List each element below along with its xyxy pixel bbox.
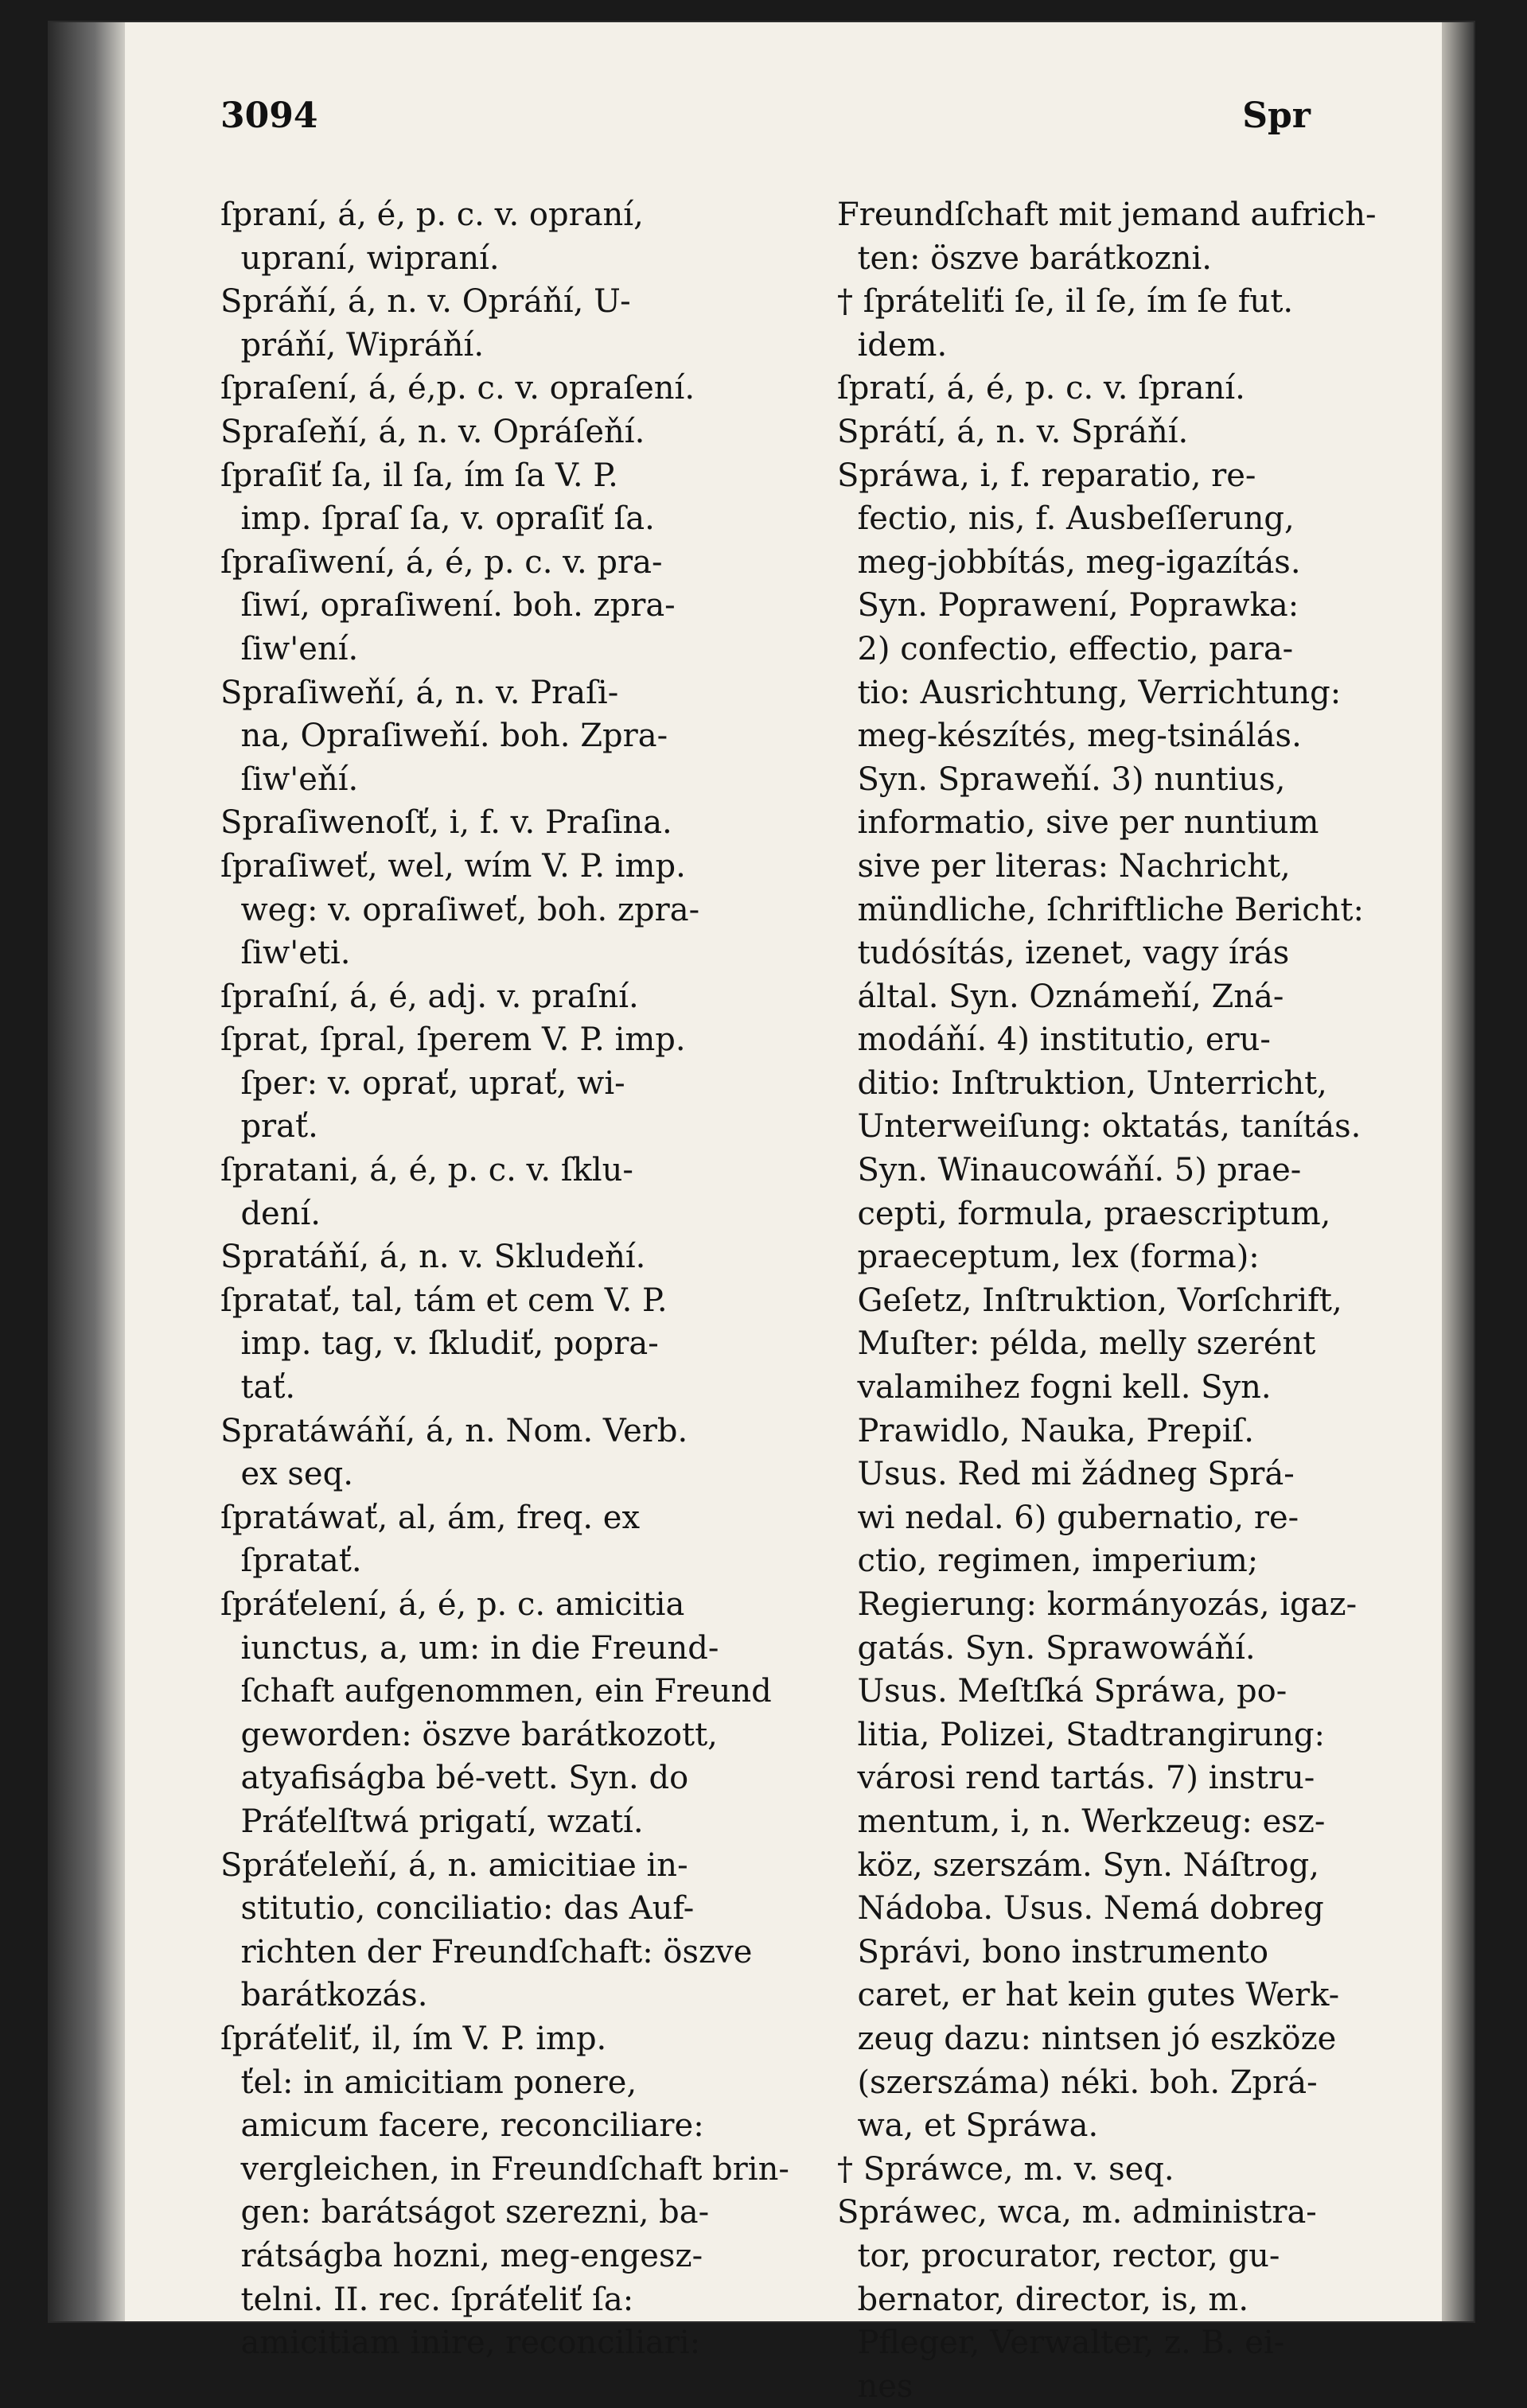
scanned-page <box>49 22 1474 2405</box>
dictionary-line: tať. <box>220 1369 296 1406</box>
dictionary-line: Spráwec, wca, m. administra- <box>837 2194 1317 2231</box>
dictionary-line: Unterweiſung: oktatás, tanítás. <box>837 1108 1361 1146</box>
dictionary-line: informatio, sive per nuntium <box>837 804 1319 842</box>
dictionary-line: ſiw'eti. <box>220 935 351 972</box>
dictionary-line: (szerszáma) néki. boh. Zprá- <box>837 2064 1318 2101</box>
dictionary-line: dení. <box>220 1195 321 1232</box>
dictionary-line: nes <box>837 2367 913 2405</box>
dictionary-line: Syn. Poprawení, Poprawka: <box>837 587 1299 624</box>
dictionary-line: atyafiságba bé-vett. Syn. do <box>220 1760 689 1797</box>
dictionary-line: ſpraſiwení, á, é, p. c. v. pra- <box>220 543 663 581</box>
dictionary-line: na, Opraſiweňí. boh. Zpra- <box>220 718 668 755</box>
dictionary-line: tor, procurator, rector, gu- <box>837 2237 1280 2274</box>
dictionary-line: Správi, bono instrumento <box>837 1933 1269 1970</box>
dictionary-line: wa, et Spráwa. <box>837 2107 1099 2145</box>
dictionary-line: Freundſchaft mit jemand aufrich- <box>837 196 1377 233</box>
dictionary-line: práňí, Wipráňí. <box>220 326 485 364</box>
dictionary-line: Geſetz, Inſtruktion, Vorſchrift, <box>837 1282 1342 1319</box>
dictionary-line: iunctus, a, um: in die Freund- <box>220 1629 719 1667</box>
dictionary-line: imp. ſpraſ ſa, v. opraſiť ſa. <box>220 500 655 538</box>
dictionary-line: ſpratáwať, al, ám, freq. ex <box>220 1499 641 1536</box>
dictionary-line: ten: öszve barátkozni. <box>837 239 1212 277</box>
dictionary-line: Spratáňí, á, n. v. Skludeňí. <box>220 1239 646 1276</box>
dictionary-line: sive per literas: Nachricht, <box>837 847 1291 885</box>
dictionary-line: Muſter: példa, melly szerént <box>837 1325 1316 1363</box>
dictionary-line: ſpraní, á, é, p. c. v. opraní, <box>220 196 644 233</box>
dictionary-line: Spráwa, i, f. reparatio, re- <box>837 457 1256 494</box>
dictionary-line: caret, er hat kein gutes Werk- <box>837 1977 1340 2014</box>
dictionary-line: zeug dazu: nintsen jó eszköze <box>837 2020 1337 2057</box>
dictionary-line: Práťelſtwá prigatí, wzatí. <box>220 1803 644 1840</box>
page-edge-right <box>1442 22 1474 2321</box>
dictionary-line: ditio: Inſtruktion, Unterricht, <box>837 1064 1327 1102</box>
dictionary-line: ſpraſní, á, é, adj. v. praſní. <box>220 978 639 1015</box>
dictionary-line: ſiw'ení. <box>220 630 359 667</box>
dictionary-line: Spratáwáňí, á, n. Nom. Verb. <box>220 1412 688 1449</box>
dictionary-line: meg-készítés, meg-tsinálás. <box>837 718 1302 755</box>
dictionary-line: Spraſiwenoſť, i, f. v. Praſina. <box>220 804 672 842</box>
dictionary-line: stitutio, conciliatio: das Auf- <box>220 1890 695 1928</box>
dictionary-line: richten der Freundſchaft: öszve <box>220 1933 753 1970</box>
dictionary-line: cepti, formula, praescriptum, <box>837 1195 1331 1232</box>
dictionary-line: geworden: öszve barátkozott, <box>220 1716 718 1753</box>
dictionary-line: ex seq. <box>220 1456 353 1493</box>
left-column <box>220 193 817 2365</box>
dictionary-line: litia, Polizei, Stadtrangirung: <box>837 1716 1325 1753</box>
dictionary-line: upraní, wipraní. <box>220 239 500 277</box>
dictionary-line: idem. <box>837 326 948 364</box>
dictionary-line: rátságba hozni, meg-engesz- <box>220 2237 703 2274</box>
dictionary-line: † Spráwce, m. v. seq. <box>837 2150 1174 2188</box>
dictionary-line: Syn. Spraweňí. 3) nuntius, <box>837 761 1286 798</box>
dictionary-line: által. Syn. Oznámeňí, Zná- <box>837 978 1284 1015</box>
dictionary-line: Syn. Winaucowáňí. 5) prae- <box>837 1152 1302 1189</box>
dictionary-line: városi rend tartás. 7) instru- <box>837 1760 1315 1797</box>
dictionary-line: praeceptum, lex (forma): <box>837 1239 1260 1276</box>
binding-shadow-left <box>49 22 125 2321</box>
dictionary-line: ſpráťelení, á, é, p. c. amicitia <box>220 1586 685 1623</box>
dictionary-line: Pfleger, Verwalter, z. B. ei- <box>837 2324 1285 2362</box>
dictionary-line: amicitiam inire, reconciliari: <box>220 2324 701 2362</box>
dictionary-line: Spraſeňí, á, n. v. Opráſeňí. <box>220 413 645 450</box>
dictionary-line: mündliche, ſchriftliche Bericht: <box>837 891 1364 928</box>
dictionary-line: telni. II. rec. ſpráťeliť ſa: <box>220 2281 634 2318</box>
page-header <box>220 95 1311 151</box>
dictionary-line: ſpratí, á, é, p. c. v. ſpraní. <box>837 370 1245 407</box>
dictionary-line: ſprat, ſpral, ſperem V. P. imp. <box>220 1021 686 1059</box>
dictionary-line: barátkozás. <box>220 1977 428 2014</box>
dictionary-line: Regierung: kormányozás, igaz- <box>837 1586 1358 1623</box>
dictionary-line: amicum facere, reconciliare: <box>220 2107 704 2145</box>
dictionary-line: vergleichen, in Freundſchaft brin- <box>220 2150 789 2188</box>
dictionary-line: modáňí. 4) institutio, eru- <box>837 1021 1271 1059</box>
dictionary-line: ſpratani, á, é, p. c. v. ſklu- <box>220 1152 633 1189</box>
dictionary-line: ſpratať, tal, tám et cem V. P. <box>220 1282 668 1319</box>
dictionary-line: meg-jobbítás, meg-igazítás. <box>837 543 1301 581</box>
dictionary-line: ſpráťeliť, il, ím V. P. imp. <box>220 2020 607 2057</box>
dictionary-line: fectio, nis, f. Ausbeſſerung, <box>837 500 1295 538</box>
dictionary-line: Spráťeleňí, á, n. amicitiae in- <box>220 1846 688 1884</box>
dictionary-line: Spráňí, á, n. v. Opráňí, U- <box>220 283 631 321</box>
dictionary-line: Sprátí, á, n. v. Spráňí. <box>837 413 1189 450</box>
dictionary-line: tio: Ausrichtung, Verrichtung: <box>837 674 1342 711</box>
dictionary-line: ſchaft aufgenommen, ein Freund <box>220 1673 772 1710</box>
dictionary-line: Nádoba. Usus. Nemá dobreg <box>837 1890 1324 1928</box>
page-number: 3094 <box>220 95 318 136</box>
dictionary-line: † ſpráteliťi ſe, il ſe, ím ſe fut. <box>837 283 1294 321</box>
dictionary-line: ťel: in amicitiam ponere, <box>220 2064 637 2101</box>
dictionary-line: prať. <box>220 1108 318 1146</box>
dictionary-line: ſper: v. oprať, uprať, wi- <box>220 1064 625 1102</box>
dictionary-line: bernator, director, is, m. <box>837 2281 1249 2318</box>
dictionary-line: ſiw'eňí. <box>220 761 359 798</box>
dictionary-line: Usus. Red mi žádneg Sprá- <box>837 1456 1295 1493</box>
dictionary-line: Usus. Meſtſká Spráwa, po- <box>837 1673 1287 1710</box>
dictionary-line: Prawidlo, Nauka, Prepiſ. <box>837 1412 1255 1449</box>
dictionary-line: ſiwí, opraſiwení. boh. zpra- <box>220 587 676 624</box>
dictionary-line: gen: barátságot szerezni, ba- <box>220 2194 710 2231</box>
dictionary-line: köz, szerszám. Syn. Náſtrog, <box>837 1846 1319 1884</box>
dictionary-line: valamihez fogni kell. Syn. <box>837 1369 1272 1406</box>
dictionary-line: tudósítás, izenet, vagy írás <box>837 935 1290 972</box>
dictionary-line: ſpraſiť ſa, il ſa, ím ſa V. P. <box>220 457 618 494</box>
dictionary-line: ſpraſení, á, é,p. c. v. opraſení. <box>220 370 695 407</box>
dictionary-line: gatás. Syn. Sprawowáňí. <box>837 1629 1256 1667</box>
dictionary-line: imp. tag, v. ſkludiť, popra- <box>220 1325 659 1363</box>
running-head: Spr <box>1242 95 1311 136</box>
dictionary-line: weg: v. opraſiweť, boh. zpra- <box>220 891 700 928</box>
dictionary-line: wi nedal. 6) gubernatio, re- <box>837 1499 1299 1536</box>
dictionary-line: ctio, regimen, imperium; <box>837 1542 1259 1580</box>
dictionary-line: 2) confectio, effectio, para- <box>837 630 1294 667</box>
right-column <box>837 193 1442 2408</box>
dictionary-line: ſpraſiweť, wel, wím V. P. imp. <box>220 847 686 885</box>
dictionary-line: ſpratať. <box>220 1542 362 1580</box>
dictionary-line: mentum, i, n. Werkzeug: esz- <box>837 1803 1326 1840</box>
dictionary-line: Spraſiweňí, á, n. v. Praſi- <box>220 674 619 711</box>
